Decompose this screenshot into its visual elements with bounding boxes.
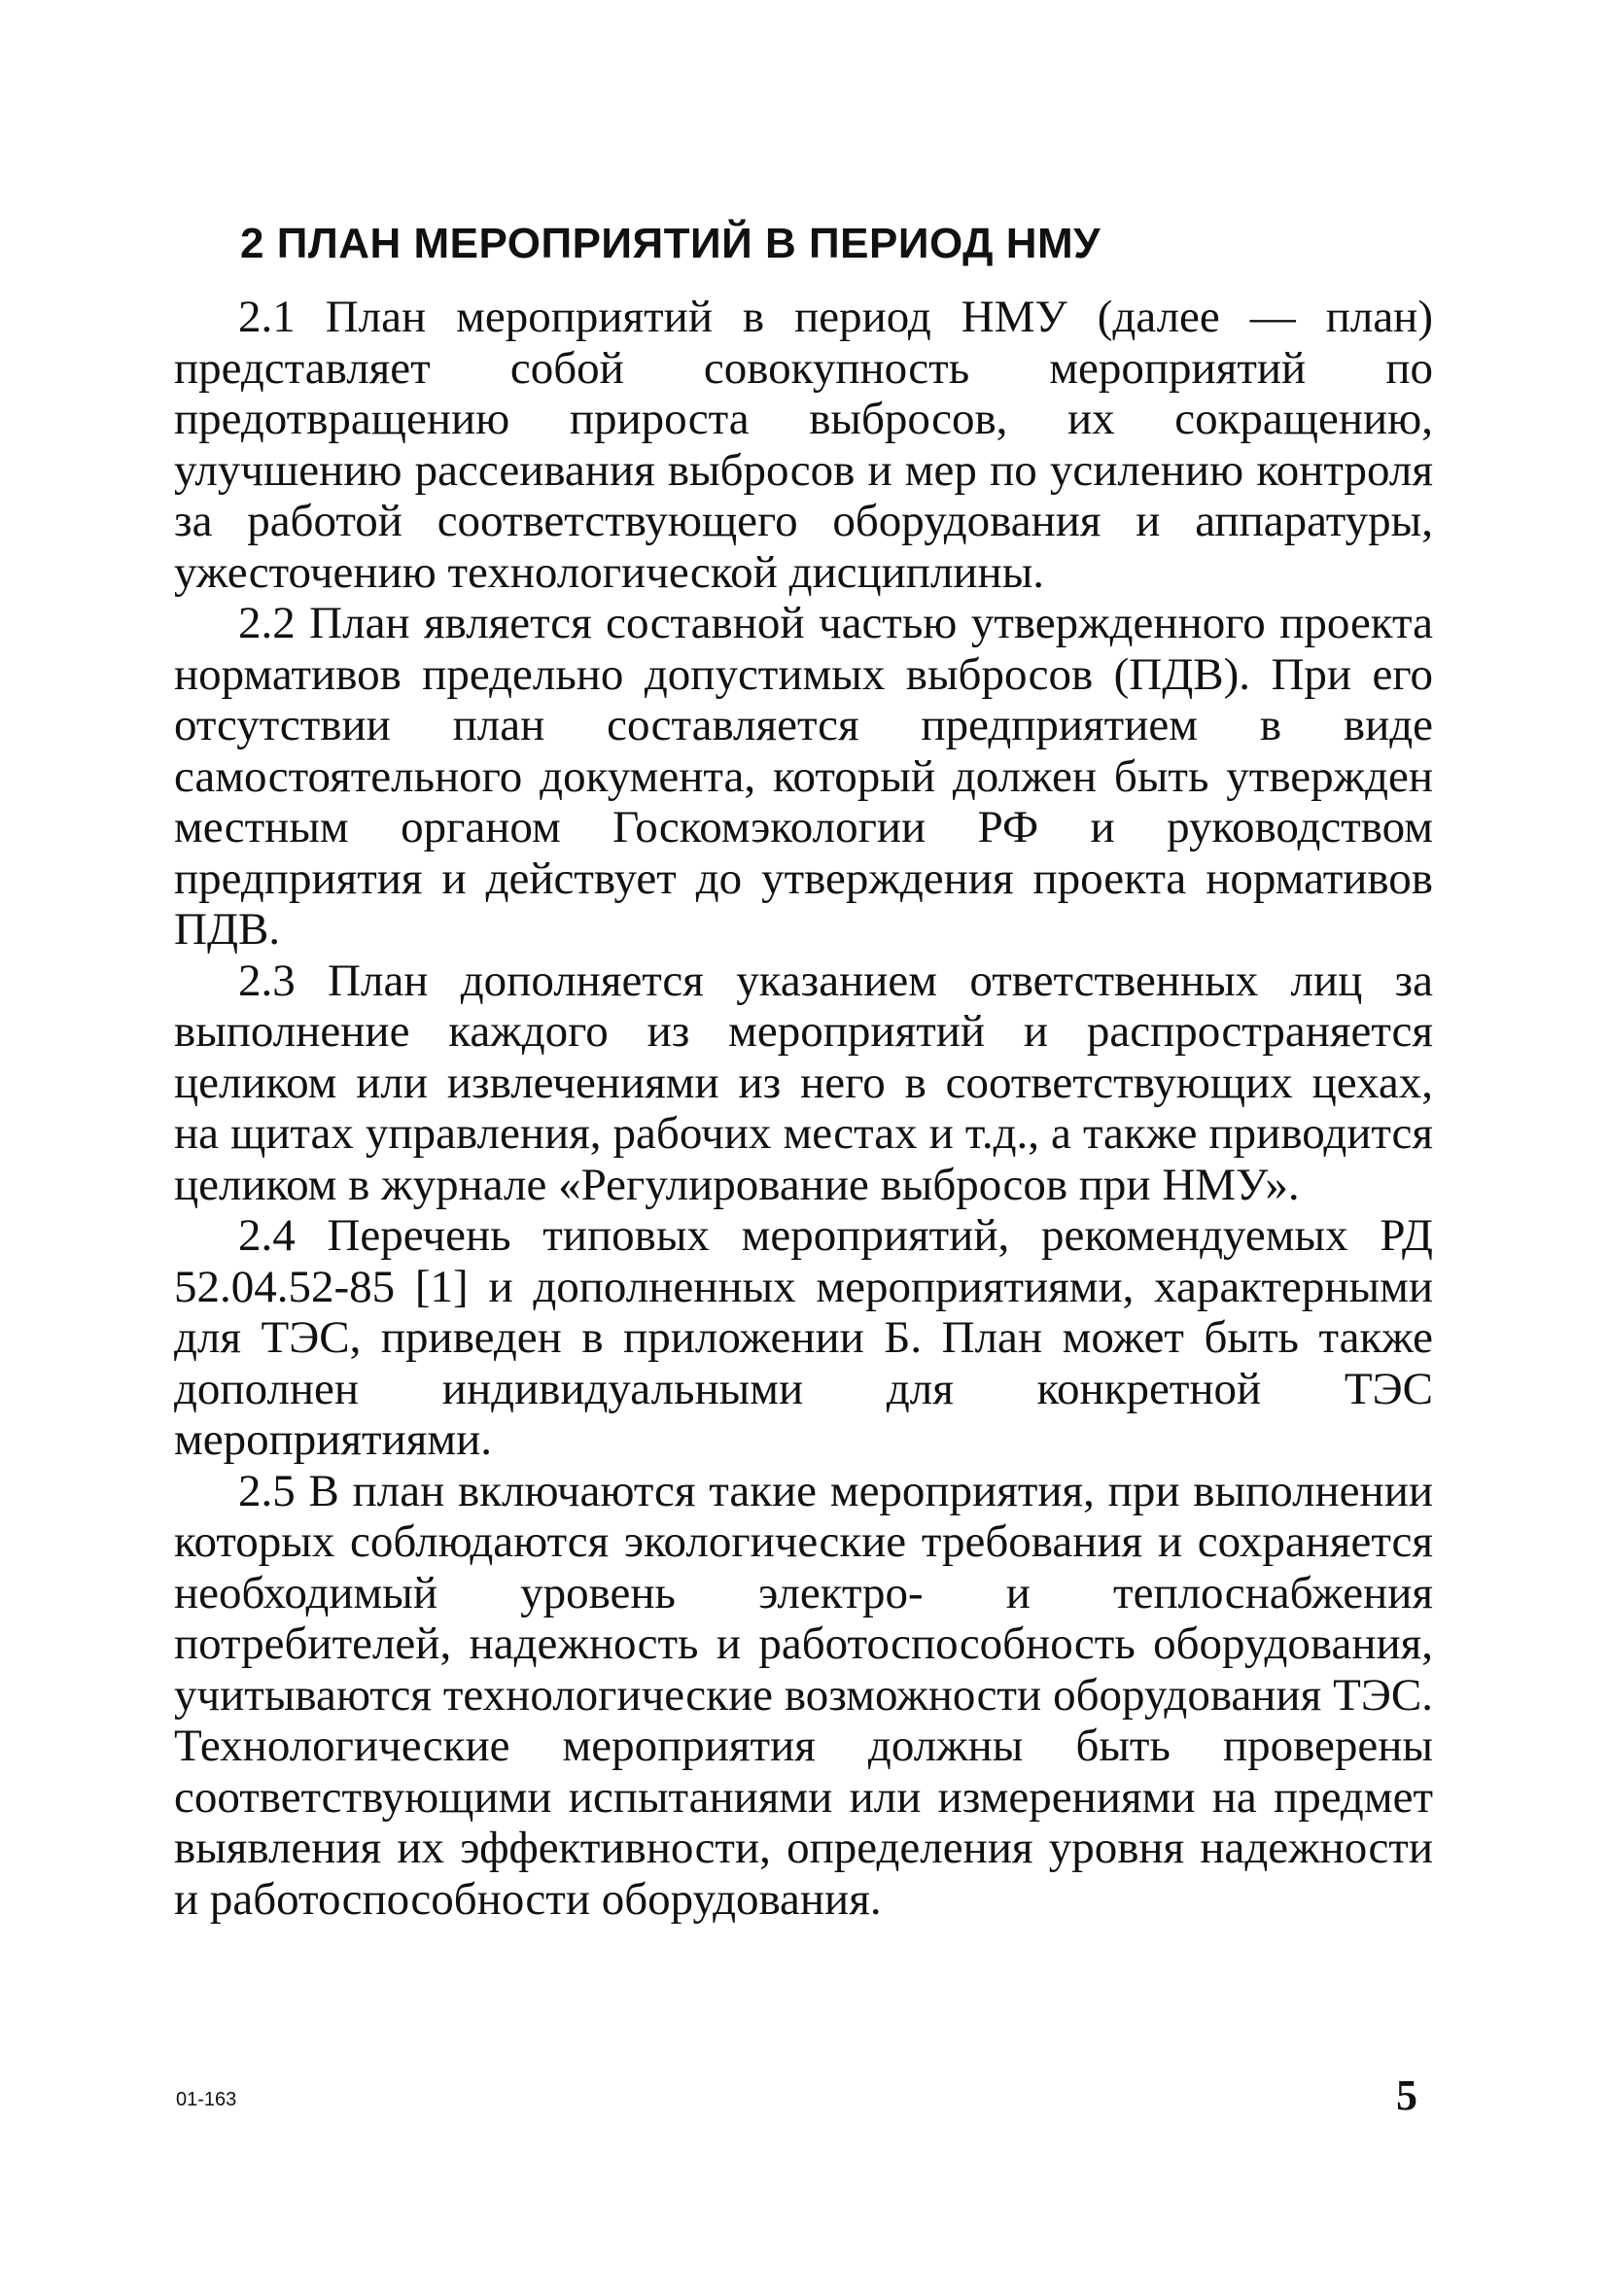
- section-body: [174, 292, 1433, 1925]
- paragraph-2-2: 2.2 План является составной частью утвержденного проекта нормативов предельно допустимых выбросов (ПДВ). При его отсутствии план составляется предприятием в виде самостоятельного документа, который должен быть утвержден местным органом Госкомэкологии РФ и руководством предприятия и действует до утверждения проекта нормативов ПДВ.: [174, 598, 1433, 955]
- paragraph-2-4: 2.4 Перечень типовых мероприятий, рекомендуемых РД 52.04.52-85 [1] и дополненных мероприятиями, характерными для ТЭС, приведен в приложении Б. План может быть также дополнен индивидуальными для конкретной ТЭС мероприятиями.: [174, 1210, 1433, 1465]
- section-heading: 2 ПЛАН МЕРОПРИЯТИЙ В ПЕРИОД НМУ: [240, 220, 1101, 267]
- paragraph-2-1: 2.1 План мероприятий в период НМУ (далее — план) представляет собой совокупность мероприятий по предотвращению прироста выбросов, их сокращению, улучшению рассеивания выбросов и мер по усилению контроля за работой соответствующего оборудования и аппаратуры, ужесточению технологической дисциплины.: [174, 292, 1433, 598]
- paragraph-2-3: 2.3 План дополняется указанием ответственных лиц за выполнение каждого из мероприятий и распространяется целиком или извлечениями из него в соответствующих цехах, на щитах управления, рабочих местах и т.д., а также приводится целиком в журнале «Регулирование выбросов при НМУ».: [174, 955, 1433, 1210]
- paragraph-2-5: 2.5 В план включаются такие мероприятия, при выполнении которых соблюдаются экологические требования и сохраняется необходимый уровень электро- и теплоснабжения потребителей, надежность и работоспособность оборудования, учитываются технологические возможности оборудования ТЭС. Технологические мероприятия должны быть проверены соответствующими испытаниями или измерениями на предмет выявления их эффективности, определения уровня надежности и работоспособности оборудования.: [174, 1465, 1433, 1925]
- page-number: 5: [1396, 2071, 1417, 2119]
- document-code: 01-163: [176, 2089, 237, 2110]
